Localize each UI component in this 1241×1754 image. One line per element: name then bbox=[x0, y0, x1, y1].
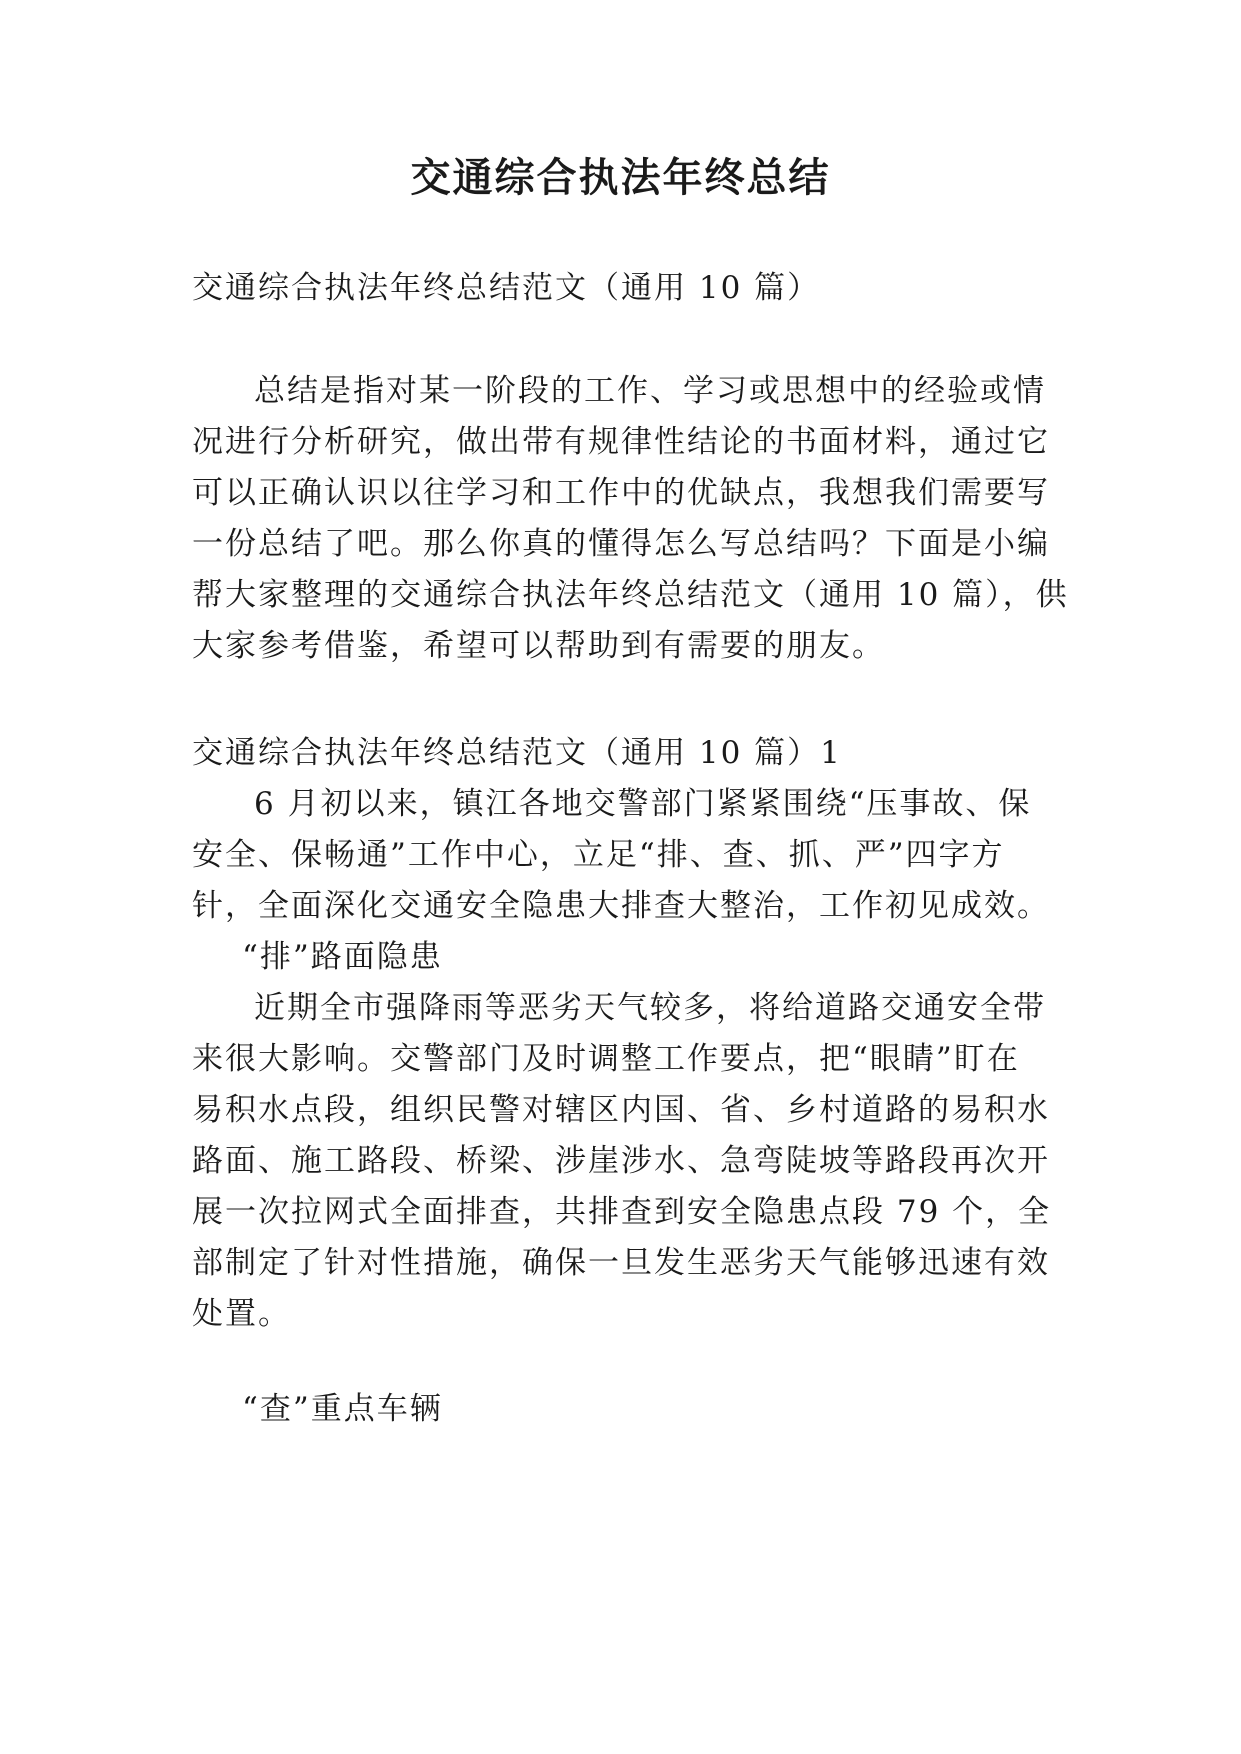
document-subtitle: 交通综合执法年终总结范文（通用 10 篇） bbox=[192, 270, 821, 306]
paragraph-line: 处置。 bbox=[192, 1296, 291, 1332]
document-title: 交通综合执法年终总结 bbox=[410, 154, 831, 201]
intro-line: 况进行分析研究，做出带有规律性结论的书面材料，通过它 bbox=[192, 424, 1050, 460]
paragraph-line: 易积水点段，组织民警对辖区内国、省、乡村道路的易积水 bbox=[192, 1092, 1050, 1128]
paragraph-line: 6 月初以来，镇江各地交警部门紧紧围绕“压事故、保 bbox=[254, 786, 1032, 822]
intro-line: 大家参考借鉴，希望可以帮助到有需要的朋友。 bbox=[192, 628, 885, 664]
paragraph-line: 路面、施工路段、桥梁、涉崖涉水、急弯陡坡等路段再次开 bbox=[192, 1143, 1050, 1179]
paragraph-line: 部制定了针对性措施，确保一旦发生恶劣天气能够迅速有效 bbox=[192, 1245, 1050, 1281]
intro-line: 一份总结了吧。那么你真的懂得怎么写总结吗？下面是小编 bbox=[192, 526, 1050, 562]
paragraph-line: 针，全面深化交通安全隐患大排查大整治，工作初见成效。 bbox=[192, 888, 1050, 924]
section-heading: 交通综合执法年终总结范文（通用 10 篇）1 bbox=[192, 735, 842, 771]
intro-line: 帮大家整理的交通综合执法年终总结范文（通用 10 篇），供 bbox=[192, 577, 1069, 613]
paragraph-line: 安全、保畅通”工作中心，立足“排、查、抓、严”四字方 bbox=[192, 837, 1005, 873]
sub-heading: “排”路面隐患 bbox=[242, 939, 443, 975]
intro-line: 总结是指对某一阶段的工作、学习或思想中的经验或情 bbox=[254, 373, 1046, 409]
paragraph-line: 展一次拉网式全面排查，共排查到安全隐患点段 79 个，全 bbox=[192, 1194, 1052, 1230]
paragraph-line: 来很大影响。交警部门及时调整工作要点，把“眼睛”盯在 bbox=[192, 1041, 1020, 1077]
paragraph-line: 近期全市强降雨等恶劣天气较多，将给道路交通安全带 bbox=[254, 990, 1046, 1026]
intro-line: 可以正确认识以往学习和工作中的优缺点，我想我们需要写 bbox=[192, 475, 1050, 511]
sub-heading: “查”重点车辆 bbox=[242, 1391, 443, 1427]
